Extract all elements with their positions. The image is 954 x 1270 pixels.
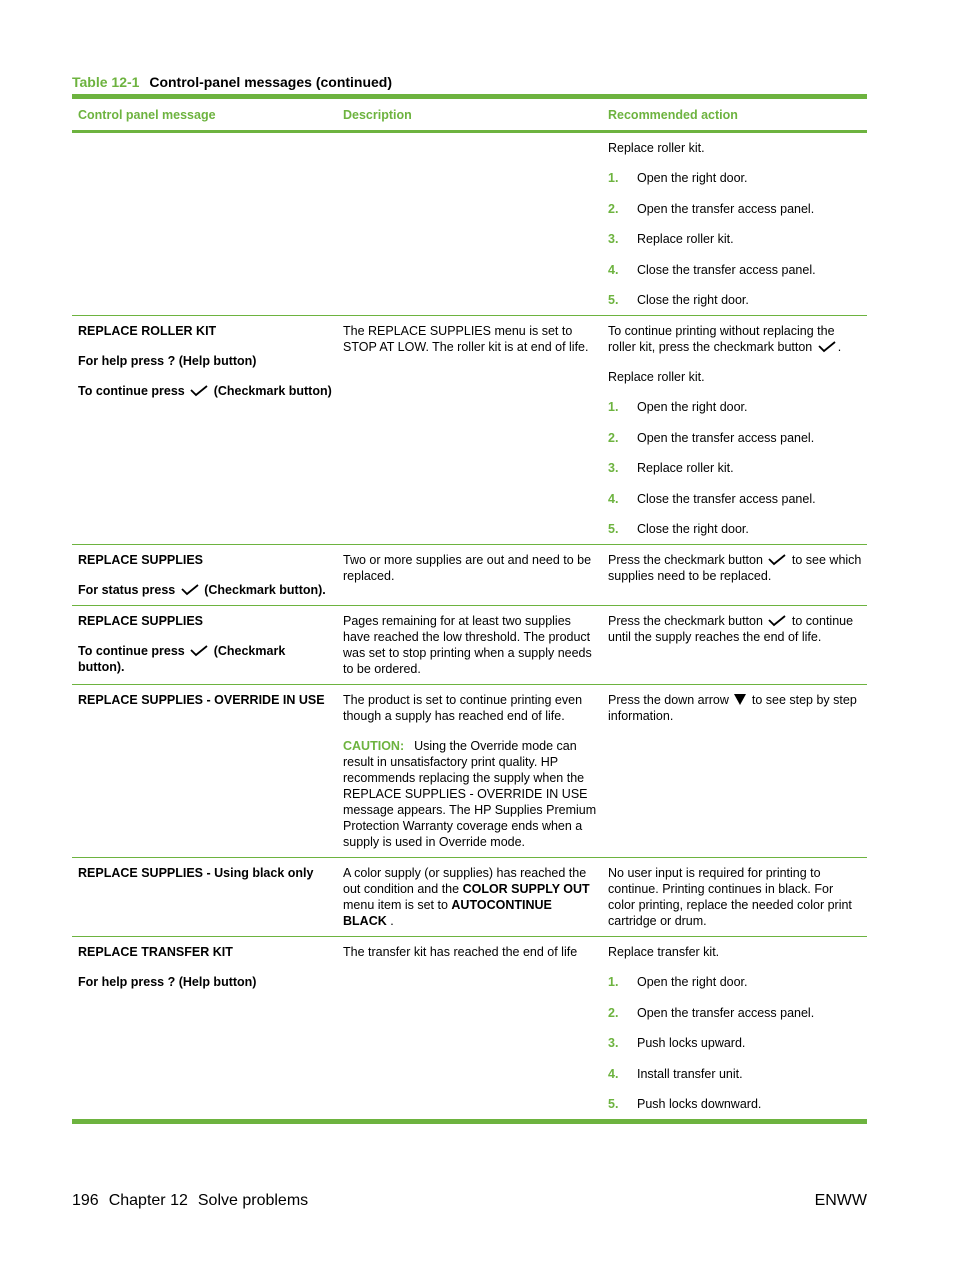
message-cell — [72, 858, 337, 936]
message-help: For help press ? (Help button) — [78, 975, 257, 989]
message-title: REPLACE TRANSFER KIT — [78, 945, 233, 959]
step-item: 2. Open the transfer access panel. — [608, 201, 815, 216]
page-footer-left — [72, 1192, 318, 1210]
checkmark-icon — [190, 385, 208, 397]
action-cell: Press the checkmark button to see which supplies need to be replaced. — [608, 553, 862, 583]
checkmark-icon — [190, 645, 208, 657]
action-cell: Press the checkmark button to continue until the supply reaches the end of life. — [608, 614, 854, 644]
step-item: 4. Install transfer unit. — [608, 1066, 743, 1081]
table-number: Table 12-1 — [72, 74, 140, 90]
step-item: 2. Open the transfer access panel. — [608, 1005, 815, 1020]
action-cell: Press the down arrow to see step by step information. — [608, 693, 857, 723]
message-cell — [72, 937, 337, 1119]
message-title: REPLACE SUPPLIES - OVERRIDE IN USE — [78, 693, 325, 707]
table-row — [72, 133, 867, 316]
message-cell — [72, 606, 337, 684]
description-cell: Two or more supplies are out and need to be replaced. — [343, 553, 592, 583]
message-continue: To continue press (Checkmark button). — [78, 644, 286, 674]
checkmark-icon — [181, 584, 199, 596]
table-caption — [72, 74, 392, 90]
description-cell: The transfer kit has reached the end of life — [343, 945, 578, 959]
caution-label: CAUTION: — [343, 739, 405, 753]
message-title: REPLACE SUPPLIES — [78, 553, 204, 567]
message-cell — [72, 133, 337, 315]
action-cell: No user input is required for printing to continue. Printing continues in black. For color printing, replace the needed color print cartridge or drum. — [608, 866, 852, 928]
message-title: REPLACE ROLLER KIT — [78, 324, 217, 338]
action-cell — [602, 133, 867, 315]
down-arrow-icon — [734, 694, 746, 705]
page-number: 196 — [72, 1192, 99, 1209]
step-item: 5. Push locks downward. — [608, 1097, 762, 1111]
step-item: 1. Open the right door. — [608, 171, 748, 185]
page-footer-right: ENWW — [814, 1192, 867, 1209]
action-intro: Replace roller kit. — [608, 370, 705, 384]
step-item: 4. Close the transfer access panel. — [608, 262, 816, 277]
table-title: Control-panel messages (continued) — [149, 74, 393, 90]
step-item: 4. Close the transfer access panel. — [608, 491, 816, 506]
checkmark-icon — [768, 554, 786, 566]
header-message: Control panel message — [78, 107, 216, 122]
message-cell — [72, 545, 337, 605]
table-bottom-rule — [72, 1119, 867, 1124]
message-continue: To continue press (Checkmark button) — [78, 384, 332, 398]
checkmark-icon — [818, 341, 836, 353]
step-item: 5. Close the right door. — [608, 293, 749, 307]
step-item: 2. Open the transfer access panel. — [608, 430, 815, 445]
chapter-label: Chapter 12 — [108, 1192, 188, 1209]
action-cell: To continue printing without replacing the roller kit, press the checkmark button . Replace roller kit. 1. Open the right door. 2. Open the transfer access panel. 3. Replace roller kit. 4. Close the transfer access panel. 5. Close the right door. — [602, 316, 867, 544]
header-action: Recommended action — [608, 107, 738, 122]
description-cell: The REPLACE SUPPLIES menu is set to STOP AT LOW. The roller kit is at end of life. — [343, 324, 589, 354]
message-help: For help press ? (Help button) — [78, 354, 257, 368]
table-row — [72, 606, 867, 685]
step-item: 1. Open the right door. — [608, 400, 748, 414]
table-row — [72, 858, 867, 937]
checkmark-icon — [768, 615, 786, 627]
action-intro: Replace transfer kit. — [608, 945, 720, 959]
step-item: 3. Replace roller kit. — [608, 461, 734, 475]
table-row — [72, 316, 867, 545]
action-cell — [602, 937, 867, 1119]
header-description: Description — [343, 107, 412, 122]
description-cell: Pages remaining for at least two supplies have reached the low threshold. The product was set to stop printing when a supply needs to be ordered. — [343, 614, 592, 676]
table-row — [72, 937, 867, 1119]
caution-note: CAUTION: Using the Override mode can result in unsatisfactory print quality. HP recommends replacing the supply when the REPLACE SUPPLIES - OVERRIDE IN USE message appears. The HP Supplies Premium Protection Warranty coverage ends when a supply is used in Override mode. — [343, 739, 597, 849]
step-item: 5. Close the right door. — [608, 522, 749, 536]
messages-table — [72, 94, 867, 1124]
table-row — [72, 685, 867, 858]
table-row — [72, 545, 867, 606]
message-cell — [72, 685, 337, 857]
message-cell — [72, 316, 337, 544]
action-intro: Replace roller kit. — [608, 141, 705, 155]
message-title: REPLACE SUPPLIES - Using black only — [78, 866, 314, 880]
message-status: For status press (Checkmark button). — [78, 583, 326, 597]
message-title: REPLACE SUPPLIES — [78, 614, 204, 628]
step-item: 3. Replace roller kit. — [608, 232, 734, 246]
step-item: 1. Open the right door. — [608, 975, 748, 989]
description-cell — [337, 133, 602, 315]
step-item: 3. Push locks upward. — [608, 1036, 746, 1050]
section-label: Solve problems — [197, 1192, 309, 1209]
table-header — [72, 99, 867, 130]
description-cell: A color supply (or supplies) has reached the out condition and the COLOR SUPPLY OUT menu item is set to AUTOCONTINUE BLACK . — [343, 866, 590, 928]
description-cell: The product is set to continue printing even though a supply has reached end of life. CAUTION: Using the Override mode can result in unsatisfactory print quality. HP recommends replacing the supply when the REPLACE SUPPLIES - OVERRIDE IN USE message appears. The HP Supplies Premium Protection Warranty coverage ends when a supply is used in Override mode. — [343, 693, 597, 849]
